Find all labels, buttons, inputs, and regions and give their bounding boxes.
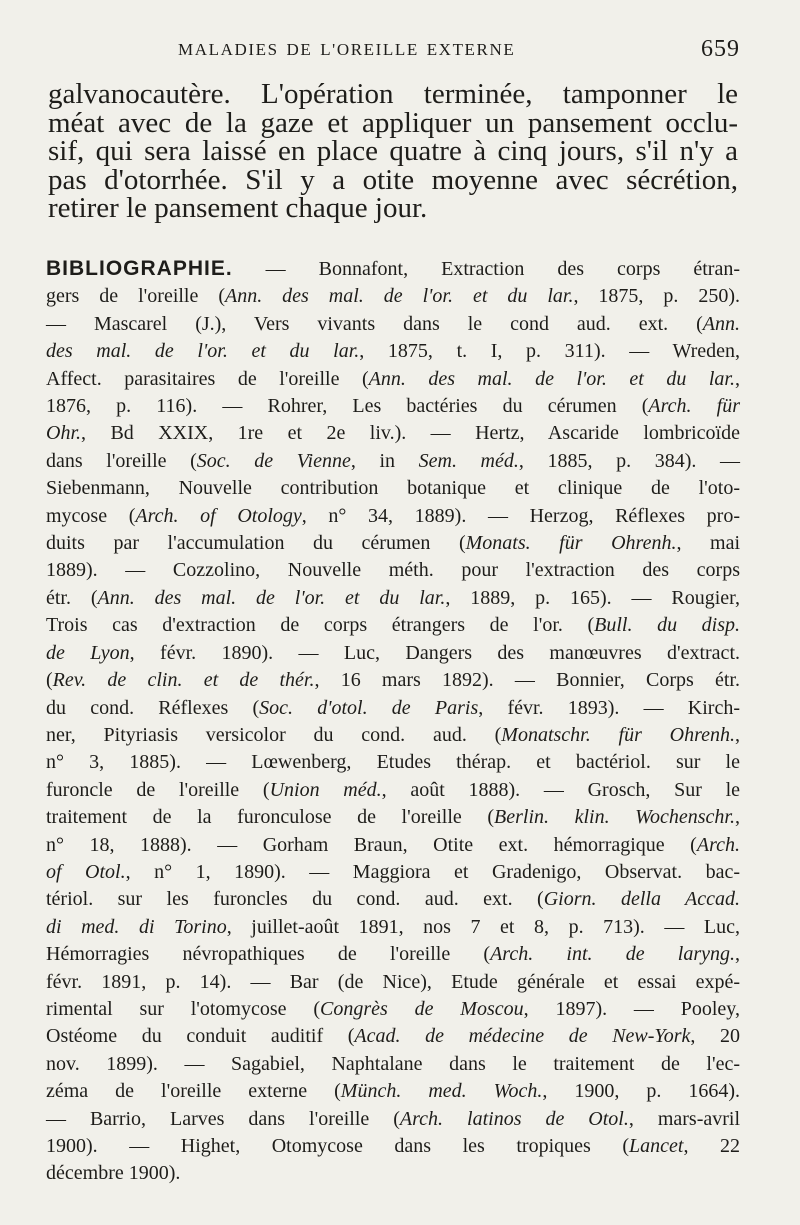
citation-text: , Bd XXIX, 1re et 2e liv.). — Hertz, Ascaride lombricoïde: [81, 422, 740, 445]
citation-title: Lancet: [629, 1135, 684, 1157]
citation-text: , févr. 1890). — Luc, Dangers des manœuvres d'extract.: [129, 641, 740, 664]
citation-text: traitement de la furonculose de l'oreille (: [46, 806, 495, 829]
citation-text: mycose (: [46, 504, 136, 527]
citation-title: Ohr.: [46, 422, 82, 445]
citation-title: Bull. du disp.: [594, 614, 741, 637]
bibliography-heading: BIBLIOGRAPHIE.: [46, 257, 233, 280]
citation-text: ,: [735, 367, 740, 390]
bibliography-line: [46, 585, 740, 612]
citation-text: , mars-avril: [628, 1107, 741, 1130]
citation-text: décembre 1900).: [46, 1162, 181, 1185]
citation-text: , in: [350, 449, 419, 472]
bibliography-line: [46, 311, 740, 338]
citation-title: Soc. de Vienne: [196, 449, 351, 472]
citation-title: Ann. des mal. de l'or. et du lar.: [97, 586, 446, 609]
citation-title: Münch. med. Woch.: [340, 1080, 543, 1103]
bibliography-line: [46, 695, 740, 722]
citation-text: étr. (: [46, 586, 98, 609]
citation-title: Giorn. della Accad.: [543, 888, 740, 911]
citation-text: ner, Pityriasis versicolor du cond. aud. (: [46, 723, 502, 746]
citation-text: , 1875, p. 250).: [573, 285, 740, 308]
body-line: pas d'otorrhée. S'il y a otite moyenne avec sécrétion,: [48, 163, 738, 196]
running-head: [178, 36, 740, 66]
bibliography-line: [46, 777, 740, 804]
bibliography-line: [46, 612, 740, 639]
citation-text: , juillet-août 1891, nos 7 et 8, p. 713). — Luc,: [226, 915, 740, 938]
bibliography-section: [46, 255, 740, 1188]
bibliography-line: [46, 448, 740, 475]
bibliography-line: [46, 804, 740, 831]
citation-text: ,: [735, 723, 740, 746]
citation-text: du cond. Réflexes (: [46, 696, 260, 719]
bibliography-line: [46, 1106, 740, 1133]
bibliography-line: [46, 393, 740, 420]
body-line: méat avec de la gaze et appliquer un pansement occlu-: [48, 106, 738, 139]
body-line: galvanocautère. L'opération terminée, tamponner le: [48, 78, 738, 110]
citation-text: — Mascarel (J.), Vers vivants dans le cond aud. ext. (: [46, 312, 703, 335]
citation-text: duits par l'accumulation du cérumen (: [46, 532, 466, 555]
citation-text: furoncle de l'oreille (: [46, 778, 270, 801]
citation-text: zéma de l'oreille externe (: [46, 1080, 341, 1103]
citation-text: , août 1888). — Grosch, Sur le: [381, 778, 741, 801]
bibliography-line: [46, 886, 740, 913]
citation-title: Monats. für Ohrenh.: [465, 532, 677, 555]
citation-text: , 1885, p. 384). —: [518, 449, 741, 472]
citation-text: ,: [734, 806, 740, 829]
citation-text: Affect. parasitaires de l'oreille (: [46, 367, 369, 390]
bibliography-line: [46, 969, 740, 996]
bibliography-line: [46, 557, 740, 584]
bibliography-line: [46, 338, 740, 365]
citation-text: Siebenmann, Nouvelle contribution botanique et clinique de l'oto-: [46, 477, 740, 500]
bibliography-line: [46, 255, 740, 283]
bibliography-line: [46, 722, 740, 749]
citation-text: , févr. 1893). — Kirch-: [478, 696, 741, 719]
bibliography-line: [46, 859, 740, 886]
bibliography-line: [46, 283, 740, 310]
bibliography-line: [46, 941, 740, 968]
citation-title: Congrès de Moscou: [320, 997, 524, 1020]
citation-text: Trois cas d'extraction de corps étrangers de l'or. (: [46, 614, 595, 637]
citation-text: , 1897). — Pooley,: [523, 997, 741, 1020]
citation-text: , 22: [683, 1135, 740, 1157]
citation-title: Berlin. klin. Wochenschr.: [494, 806, 735, 829]
bibliography-line: [46, 420, 740, 447]
citation-text: (: [46, 669, 53, 692]
citation-title: Ann.: [702, 312, 740, 335]
body-line: sif, qui sera laissé en place quatre à cinq jours, s'il n'y a: [48, 135, 738, 167]
citation-text: Ostéome du conduit auditif (: [46, 1025, 355, 1048]
bibliography-line: [46, 366, 740, 393]
citation-title: of Otol.: [46, 860, 126, 883]
bibliography-line: [46, 1023, 740, 1050]
citation-text: févr. 1891, p. 14). — Bar (de Nice), Etude générale et essai expé-: [46, 970, 740, 993]
running-head-title: MALADIES DE L'OREILLE EXTERNE: [178, 40, 516, 59]
citation-text: , n° 1, 1890). — Maggiora et Gradenigo, Observat. bac-: [125, 860, 740, 883]
citation-text: 1876, p. 116). — Rohrer, Les bactéries du cérumen (: [46, 395, 649, 418]
bibliography-line: [46, 1160, 740, 1187]
body-paragraph: [48, 80, 738, 223]
citation-text: — Bonnafont, Extraction des corps étran-: [232, 258, 740, 280]
bibliography-line: [46, 832, 740, 859]
citation-title: Rev. de clin. et de thér.: [52, 669, 315, 692]
citation-text: ,: [735, 943, 741, 966]
citation-text: — Barrio, Larves dans l'oreille (: [46, 1107, 400, 1130]
citation-title: Arch. int. de laryng.: [490, 943, 736, 966]
citation-text: 1889). — Cozzolino, Nouvelle méth. pour l'extraction des corps: [46, 559, 740, 582]
bibliography-line: [46, 749, 740, 776]
citation-text: Hémorragies névropathiques de l'oreille (: [46, 943, 491, 966]
citation-title: Sem. méd.: [418, 449, 519, 472]
bibliography-line: [46, 640, 740, 667]
bibliography-line: [46, 1051, 740, 1078]
citation-text: dans l'oreille (: [46, 449, 197, 472]
citation-text: n° 3, 1885). — Lœwenberg, Etudes thérap. et bactériol. sur le: [46, 751, 740, 774]
citation-text: , n° 34, 1889). — Herzog, Réflexes pro-: [301, 504, 740, 527]
citation-title: Ann. des mal. de l'or. et du lar.: [368, 367, 735, 390]
bibliography-line: [46, 996, 740, 1023]
bibliography-line: [46, 914, 740, 941]
citation-title: Soc. d'otol. de Paris: [259, 696, 479, 719]
bibliography-line: [46, 475, 740, 502]
page-number: 659: [701, 36, 740, 62]
citation-text: rimental sur l'otomycose (: [46, 997, 321, 1020]
citation-title: Arch. of Otology: [135, 504, 302, 527]
citation-title: Monatschr. für Ohrenh.: [501, 723, 735, 746]
citation-text: , 16 mars 1892). — Bonnier, Corps étr.: [314, 669, 740, 692]
citation-text: tériol. sur les furoncles du cond. aud. ext. (: [46, 888, 544, 911]
bibliography-line: [46, 1133, 740, 1160]
citation-title: Acad. de médecine de New-York: [354, 1025, 691, 1048]
citation-title: des mal. de l'or. et du lar.: [46, 340, 360, 363]
citation-text: , mai: [676, 532, 740, 555]
citation-text: , 1900, p. 1664).: [542, 1080, 740, 1103]
citation-text: , 1889, p. 165). — Rougier,: [445, 586, 740, 609]
citation-title: Arch.: [696, 833, 740, 856]
citation-text: 1900). — Highet, Otomycose dans les tropiques (: [46, 1135, 629, 1157]
citation-title: de Lyon: [46, 641, 130, 664]
bibliography-line: [46, 1078, 740, 1105]
citation-text: n° 18, 1888). — Gorham Braun, Otite ext. hémorragique (: [46, 833, 697, 856]
citation-title: Union méd.: [269, 778, 382, 801]
body-line: retirer le pansement chaque jour.: [48, 192, 428, 224]
citation-title: Arch. für: [648, 395, 740, 418]
citation-text: , 20: [690, 1025, 741, 1048]
bibliography-line: [46, 503, 740, 530]
citation-title: Ann. des mal. de l'or. et du lar.: [225, 285, 574, 308]
citation-text: , 1875, t. I, p. 311). — Wreden,: [359, 340, 740, 363]
bibliography-line: [46, 530, 740, 557]
citation-title: Arch. latinos de Otol.: [399, 1107, 629, 1130]
bibliography-line: [46, 667, 740, 694]
citation-text: nov. 1899). — Sagabiel, Naphtalane dans le traitement de l'ec-: [46, 1052, 740, 1075]
citation-title: di med. di Torino: [46, 915, 227, 938]
citation-text: gers de l'oreille (: [46, 285, 225, 308]
